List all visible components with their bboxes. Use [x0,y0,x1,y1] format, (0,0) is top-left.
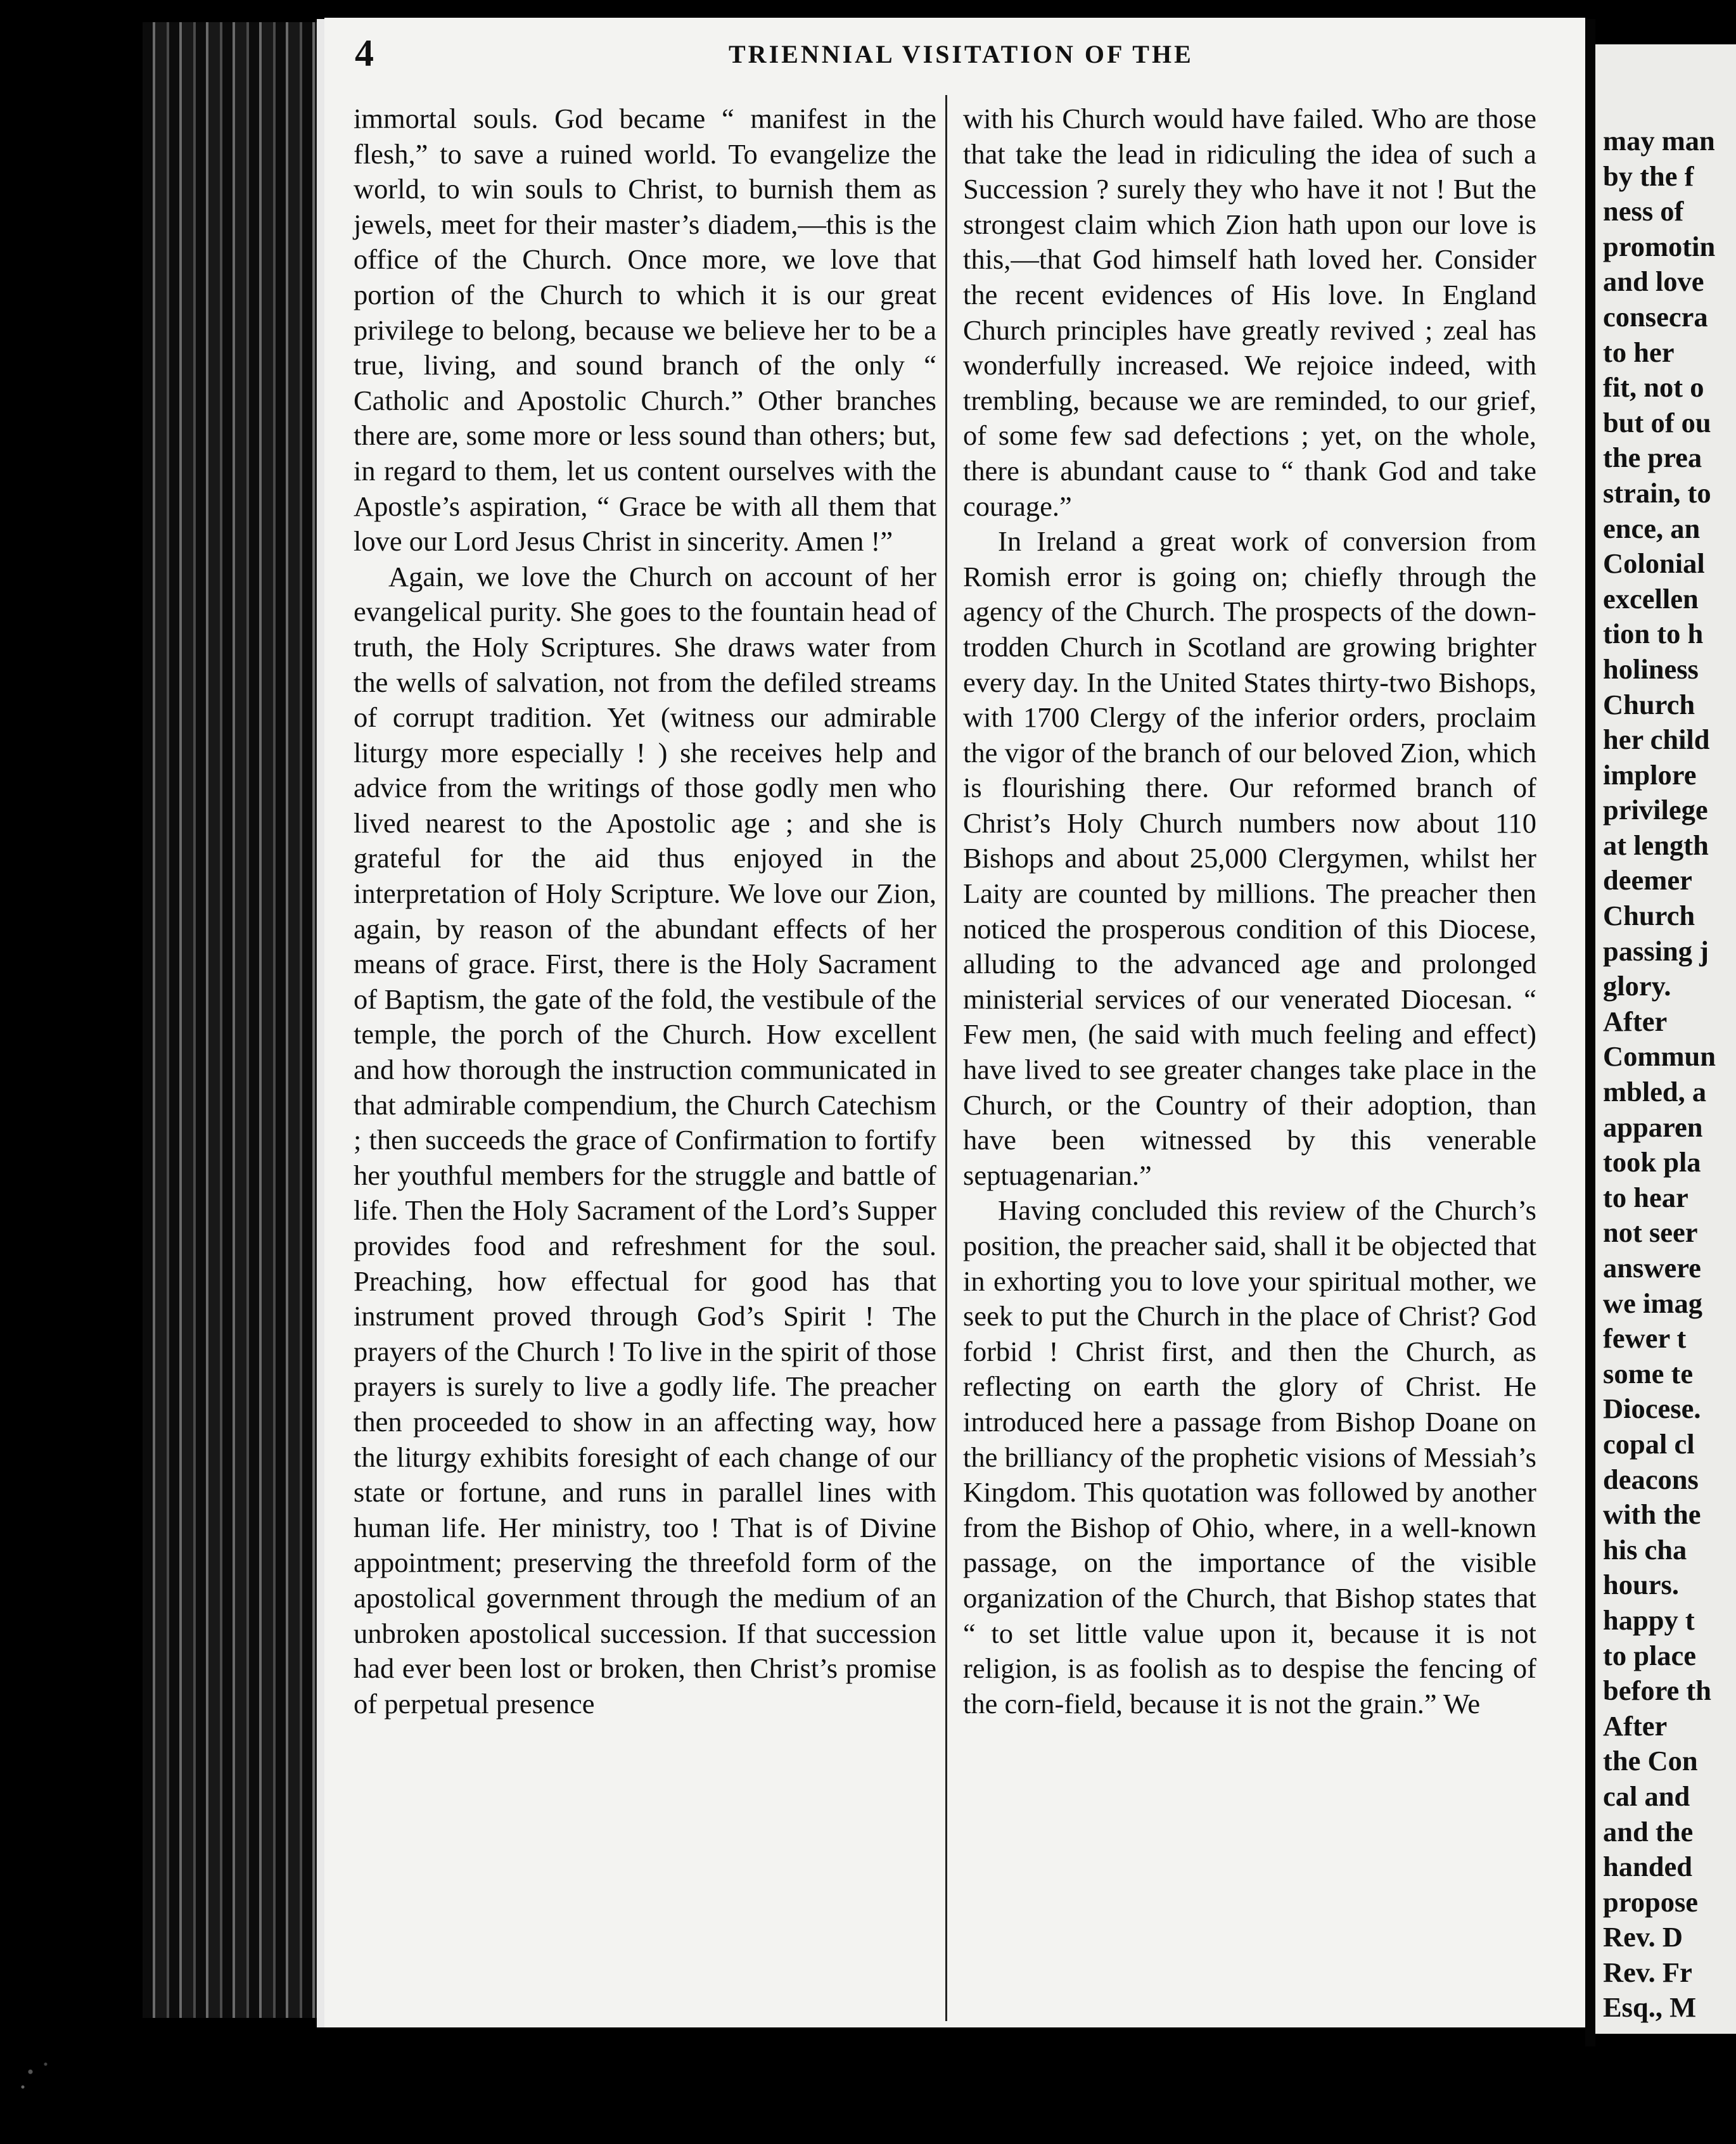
next-page-line: Rev. D [1603,1921,1683,1953]
next-page-line: After [1603,1005,1668,1037]
next-page-line: before th [1603,1675,1711,1707]
next-page-line: happy t [1603,1604,1695,1636]
next-page-line: and love [1603,265,1704,298]
next-page-line: Diocese. [1603,1393,1701,1425]
page-edge [317,19,324,2027]
next-page-line: excellen [1603,582,1699,615]
right-column [963,101,1536,1721]
next-page-line: After [1603,1709,1668,1742]
next-page-line: tion to h [1603,618,1704,650]
next-page-line: answere [1603,1252,1701,1284]
right-paragraph-1: with his Church would have failed. Who are those that take the lead in ridiculing the idea of such a Succession ? surely they who have it not ! But the strongest claim which Zion hath upon our love is this,—that God himself hath loved her. Consider the recent evidences of His love. In England Church principles have greatly revived ; zeal has wonderfully increased. We rejoice indeed, with trembling, because we are reminded, to our grief, of some few sad defections ; yet, on the whole, there is abundant cause to “ thank God and take courage.” [963,103,1536,522]
next-page-line: by the f [1603,160,1694,192]
next-page-line: deacons [1603,1463,1699,1495]
next-page-line: his cha [1603,1533,1687,1566]
next-page-line: and the [1603,1815,1694,1847]
next-page-line: Colonial [1603,547,1705,580]
next-page-line: implore [1603,758,1697,791]
running-head: TRIENNIAL VISITATION OF THE [729,40,1194,68]
left-column [354,101,936,1721]
next-page-line: apparen [1603,1111,1703,1143]
next-page-line: mbled, a [1603,1076,1707,1108]
next-page-line: not seer [1603,1216,1698,1249]
next-page-line: to her [1603,336,1675,368]
next-page-fragment [1595,44,1736,2034]
next-page-line: ness of [1603,195,1684,227]
column-divider [945,95,947,2021]
next-page-line: strain, to [1603,476,1711,509]
next-page-line: copal cl [1603,1427,1695,1460]
next-page-line: but of ou [1603,406,1711,438]
scan-specks [0,2034,76,2110]
next-page-line: passing j [1603,935,1709,967]
next-page-line: cal and [1603,1780,1690,1812]
next-page-line: Esq., M [1603,1991,1697,2024]
left-paragraph-1: immortal souls. God became “ manifest in the flesh,” to save a ruined world. To evangelize the world, to win souls to Christ, to burnish them as jewels, meet for their master’s diadem,—this is the office of the Church. Once more, we love that portion of the Church to which it is our great privilege to belong, because we believe her to be a true, living, and sound branch of the only “ Catholic and Apostolic Church.” Other branches there are, some more or less sound than others; but, in regard to them, let us content ourselves with the Apostle’s aspiration, “ Grace be with all them that love our Lord Jesus Christ in sincerity. Amen !” [354,103,936,558]
book-edge [143,22,326,2018]
next-page-line: to hear [1603,1181,1688,1213]
next-page-line: her child [1603,724,1710,756]
next-page-line: Commun [1603,1040,1716,1073]
page-gutter [1585,19,1595,2046]
next-page-line: propose [1603,1886,1699,1918]
next-page-line: some te [1603,1357,1694,1389]
next-page-line: took pla [1603,1146,1701,1178]
next-page-line: consecra [1603,300,1708,333]
next-page-line: fit, not o [1603,371,1704,404]
next-page-line: we imag [1603,1287,1702,1319]
next-page-text [1603,124,1716,2026]
next-page-line: the prea [1603,442,1702,474]
right-paragraph-2: In Ireland a great work of conversion from Romish error is going on; chiefly through the agency of the Church. The prospects of the down-trodden Church in Scotland are growing brighter every day. In the United States thirty-two Bishops, with 1700 Clergy of the inferior orders, proclaim the vigor of the branch of our beloved Zion, which is flourishing there. Our reformed branch of Christ’s Holy Church numbers now about 110 Bishops and about 25,000 Clergymen, whilst her Laity are counted by millions. The preacher then noticed the prosperous condition of this Diocese, alluding to the advanced age and prolonged ministerial services of our venerated Diocesan. “ Few men, (he said with much feeling and effect) have lived to see greater changes take place in the Church, or the Country of their adoption, than have been witnessed by this venerable septuagenarian.” [963,525,1536,1191]
next-page-line: the Con [1603,1745,1698,1777]
page-number: 4 [355,32,374,74]
next-page-line: hours. [1603,1569,1679,1601]
next-page-line: glory. [1603,970,1671,1002]
next-page-line: holiness [1603,653,1699,685]
next-page-line: handed [1603,1851,1692,1883]
next-page-line: may man [1603,125,1715,156]
next-page-line: to place [1603,1639,1697,1671]
left-paragraph-2: Again, we love the Church on account of her evangelical purity. She goes to the fountain head of truth, the Holy Scriptures. She draws water from the wells of salvation, not from the defiled streams of corrupt tradition. Yet (witness our admirable liturgy more especially ! ) she receives help and advice from the writings of those godly men who lived nearest to the Apostolic age ; and she is grateful for the aid thus enjoyed in the interpretation of Holy Scripture. We love our Zion, again, by reason of the abundant effects of her means of grace. First, there is the Holy Sacrament of Baptism, the gate of the fold, the vestibule of the temple, the porch of the Church. How excellent and how thorough the instruction communicated in that admirable compendium, the Church Catechism ; then succeeds the grace of Confirmation to fortify her youthful members for the struggle and battle of life. Then the Holy Sacrament of the Lord’s Supper provides food and refreshment for the soul. Preaching, how effectual for good has that instrument proved through God’s Spirit ! The prayers of the Church ! To live in the spirit of those prayers is surely to live a godly life. The preacher then proceeded to show in an affecting way, how the liturgy exhibits foresight of each change of our state or fortune, and runs in parallel lines with human life. Her ministry, too ! That is of Divine appointment; preserving the threefold form of the apostolical government through the medium of an unbroken apostolical succession. If that succession had ever been lost or broken, then Christ’s promise of perpetual presence [354,560,936,1720]
next-page-line: deemer [1603,864,1692,897]
right-paragraph-3: Having concluded this review of the Church’s position, the preacher said, shall it be objected that in exhorting you to love your spiritual mother, we seek to put the Church in the place of Christ? God forbid ! Christ first, and then the Church, as reflecting on earth the glory of Christ. He introduced here a passage from Bishop Doane on the brilliancy of the prophetic visions of Messiah’s Kingdom. This quotation was followed by another from the Bishop of Ohio, where, in a well-known passage, on the importance of the visible organization of the Church, that Bishop states that “ to set little value upon it, because it is not religion, is as foolish as to despise the fencing of the corn-field, because it is not the grain.” We [963,1194,1536,1720]
next-page-line: Rev. Fr [1603,1956,1692,1988]
next-page-line: at length [1603,829,1709,861]
next-page-line: promotin [1603,230,1716,262]
next-page-line: ence, an [1603,512,1701,544]
next-page-line: fewer t [1603,1322,1687,1355]
next-page-line: Church [1603,688,1695,720]
next-page-line: with the [1603,1498,1701,1531]
next-page-line: privilege [1603,794,1708,826]
next-page-line: Church [1603,900,1695,932]
